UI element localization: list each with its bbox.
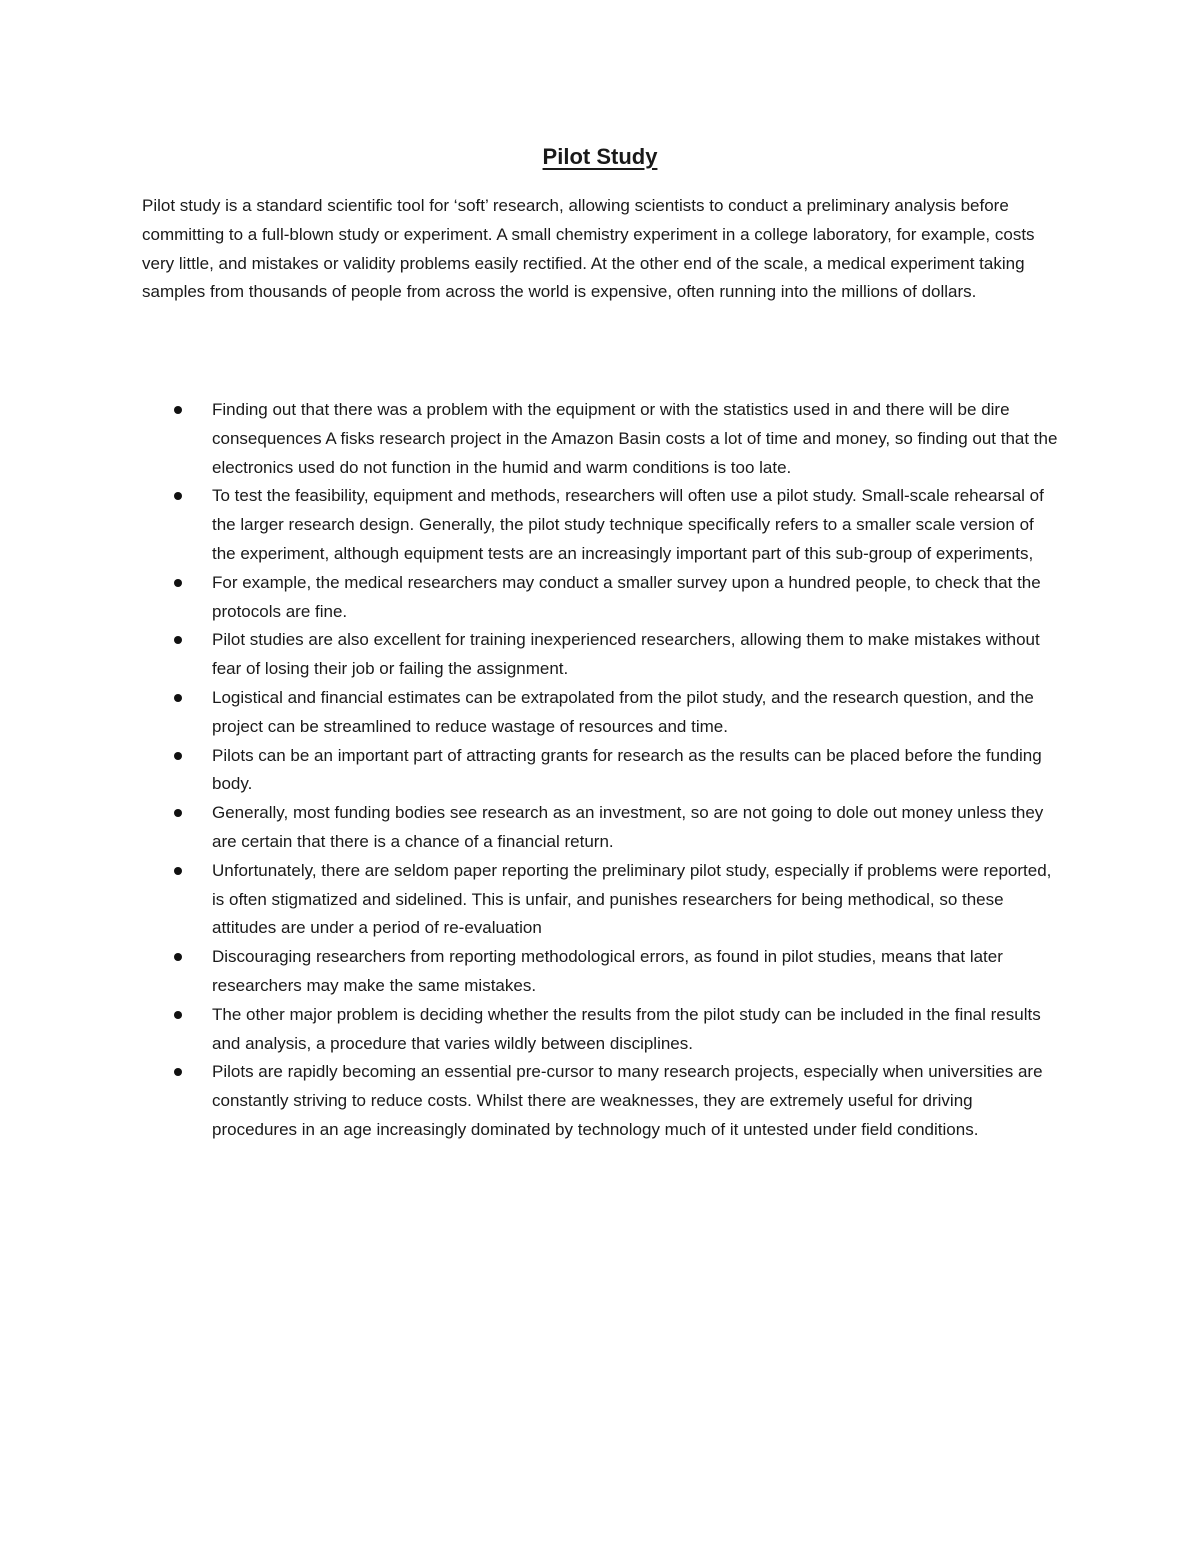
list-item-text: Pilots can be an important part of attracting grants for research as the results can be placed before the funding body. bbox=[212, 745, 1042, 794]
list-item-text: For example, the medical researchers may conduct a smaller survey upon a hundred people, to check that the protocols are fine. bbox=[212, 572, 1041, 621]
list-item bbox=[142, 742, 1062, 800]
page-title: Pilot Study bbox=[542, 144, 658, 169]
list-item bbox=[142, 943, 1062, 1001]
list-item-text: Pilots are rapidly becoming an essential pre-cursor to many research projects, especially when universities are constantly striving to reduce costs. Whilst there are weaknesses, they are extremely useful for driving procedures in an age increasingly dominated by technology much of it untested under field conditions. bbox=[212, 1062, 1043, 1139]
bullet-icon bbox=[174, 492, 182, 500]
list-item-text: Generally, most funding bodies see research as an investment, so are not going to dole out money unless they are certain that there is a chance of a financial return. bbox=[212, 803, 1044, 851]
list-item-text: To test the feasibility, equipment and methods, researchers will often use a pilot study. Small-scale rehearsal of the larger research design. Generally, the pilot study technique specifically refers to a smaller scale version of the experiment, although equipment tests are an increasingly important part of this sub-group of experiments, bbox=[212, 486, 1044, 563]
list-item bbox=[142, 857, 1062, 943]
bullet-icon bbox=[174, 752, 182, 760]
bullet-icon bbox=[174, 1011, 182, 1019]
list-item-text: Finding out that there was a problem with the equipment or with the statistics used in and there will be dire consequences A fisks research project in the Amazon Basin costs a lot of time and money, so finding out that the electronics used do not function in the humid and warm conditions is too late. bbox=[212, 400, 1058, 477]
bullet-icon bbox=[174, 636, 182, 644]
bullet-icon bbox=[174, 1068, 182, 1076]
intro-paragraph: Pilot study is a standard scientific tool for ‘soft’ research, allowing scientists to conduct a preliminary analysis before committing to a full-blown study or experiment. A small chemistry experiment in a college laboratory, for example, costs very little, and mistakes or validity problems easily rectified. At the other end of the scale, a medical experiment taking samples from thousands of people from across the world is expensive, often running into the millions of dollars. bbox=[142, 196, 1035, 302]
bullet-icon bbox=[174, 867, 182, 875]
list-item-text: Pilot studies are also excellent for training inexperienced researchers, allowing them to make mistakes without fear of losing their job or failing the assignment. bbox=[212, 630, 1040, 679]
list-item-text: The other major problem is deciding whether the results from the pilot study can be included in the final results and analysis, a procedure that varies wildly between disciplines. bbox=[212, 1004, 1041, 1053]
list-item bbox=[142, 569, 1062, 627]
bullet-icon bbox=[174, 579, 182, 587]
bullet-icon bbox=[174, 694, 182, 702]
list-item bbox=[142, 684, 1062, 742]
bullet-icon bbox=[174, 809, 182, 817]
list-item bbox=[142, 396, 1062, 482]
list-item-text: Unfortunately, there are seldom paper reporting the preliminary pilot study, especially if problems were reported, is often stigmatized and sidelined. This is unfair, and punishes researchers for being methodical, so these attitudes are under a period of re-evaluation bbox=[212, 860, 1052, 938]
list-item bbox=[142, 799, 1062, 857]
list-item bbox=[142, 1001, 1062, 1059]
list-item bbox=[142, 626, 1062, 684]
bullet-icon bbox=[174, 953, 182, 961]
bullet-icon bbox=[174, 406, 182, 414]
list-item-text: Discouraging researchers from reporting methodological errors, as found in pilot studies, means that later researchers may make the same mistakes. bbox=[212, 947, 1003, 995]
list-item-text: Logistical and financial estimates can be extrapolated from the pilot study, and the research question, and the project can be streamlined to reduce wastage of resources and time. bbox=[212, 687, 1034, 736]
list-item bbox=[142, 482, 1062, 568]
list-item bbox=[142, 1058, 1062, 1144]
bullet-list bbox=[142, 396, 1062, 1145]
